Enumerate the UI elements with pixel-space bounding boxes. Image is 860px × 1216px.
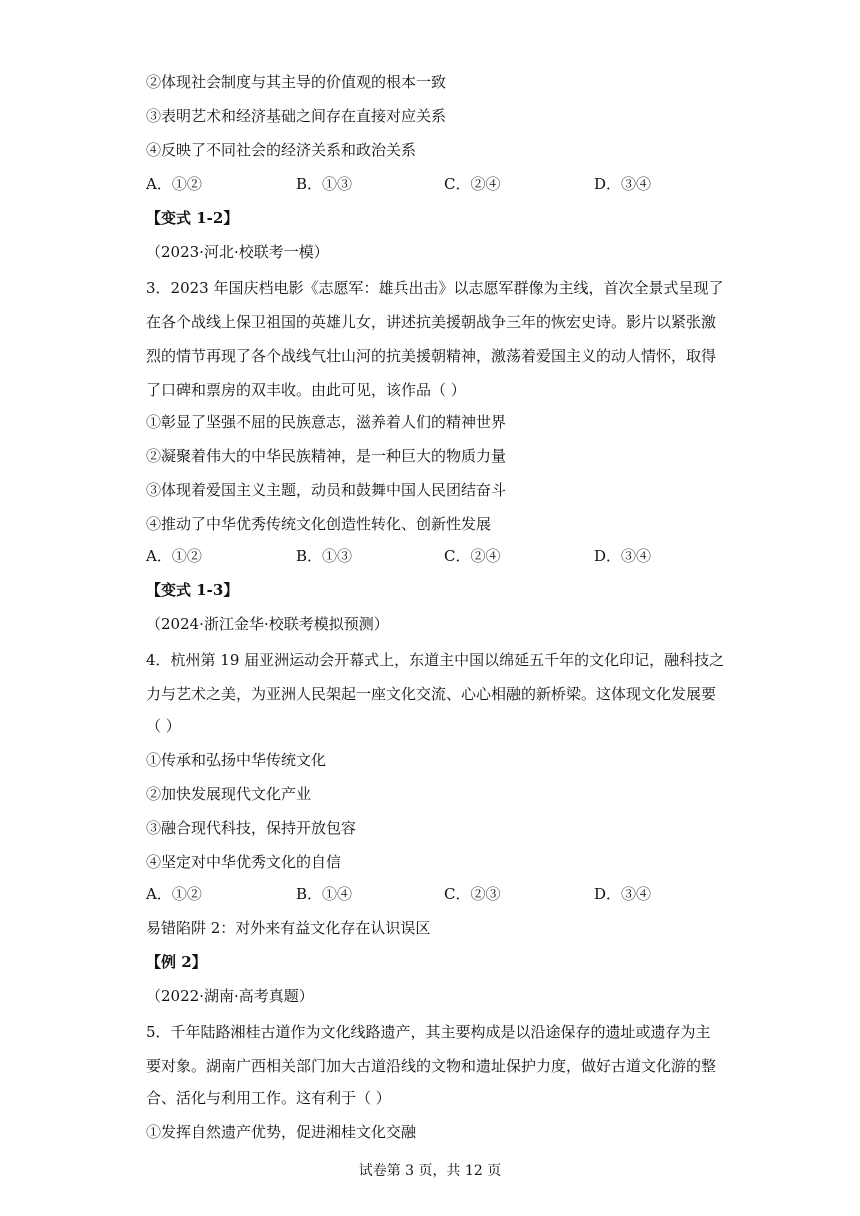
q3-text-line-2: 在各个战线上保卫祖国的英雄儿女，讲述抗美援朝战争三年的恢宏史诗。影片以紧张激	[146, 313, 717, 331]
q2-item-2: ②体现社会制度与其主导的价值观的根本一致	[146, 73, 447, 91]
variant-1-3-label: 【变式 1-3】	[146, 581, 239, 599]
q3-item-1: ①彰显了坚强不屈的民族意志，滋养着人们的精神世界	[146, 413, 507, 431]
q3-item-4: ④推动了中华优秀传统文化创造性转化、创新性发展	[146, 515, 492, 533]
q4-option-c: C．②③	[444, 885, 501, 903]
q3-item-3: ③体现着爱国主义主题，动员和鼓舞中国人民团结奋斗	[146, 481, 507, 499]
page-footer: 试卷第 3 页，共 12 页	[358, 1163, 502, 1179]
q2-option-a: A．①②	[146, 175, 202, 193]
example-2-label: 【例 2】	[146, 953, 207, 971]
q4-option-a: A．①②	[146, 885, 202, 903]
q4-text-line-2: 力与艺术之美，为亚洲人民架起一座文化交流、心心相融的新桥梁。这体现文化发展要	[146, 685, 717, 703]
q3-option-c: C．②④	[444, 547, 501, 565]
q4-text-line-3: （ ）	[146, 717, 181, 735]
q4-item-4: ④坚定对中华优秀文化的自信	[146, 853, 342, 871]
variant-1-2-label: 【变式 1-2】	[146, 209, 239, 227]
q3-item-2: ②凝聚着伟大的中华民族精神，是一种巨大的物质力量	[146, 447, 507, 465]
variant-1-3-source: （2024·浙江金华·校联考模拟预测）	[146, 615, 389, 633]
q5-text-line-1: 5．千年陆路湘桂古道作为文化线路遗产，其主要构成是以沿途保存的遗址或遗存为主	[146, 1023, 711, 1041]
q2-option-d: D．③④	[594, 175, 652, 193]
trap-2-heading: 易错陷阱 2：对外来有益文化存在认识误区	[146, 919, 431, 937]
q5-text-line-2: 要对象。湖南广西相关部门加大古道沿线的文物和遗址保护力度，做好古道文化游的整	[146, 1057, 717, 1075]
q2-item-4: ④反映了不同社会的经济关系和政治关系	[146, 141, 417, 159]
q4-item-2: ②加快发展现代文化产业	[146, 785, 312, 803]
q5-item-1: ①发挥自然遗产优势，促进湘桂文化交融	[146, 1123, 417, 1141]
q4-item-3: ③融合现代科技，保持开放包容	[146, 819, 357, 837]
q4-text-line-1: 4．杭州第 19 届亚洲运动会开幕式上，东道主中国以绵延五千年的文化印记，融科技之	[146, 651, 725, 669]
variant-1-2-source: （2023·河北·校联考一模）	[146, 243, 329, 261]
q4-option-d: D．③④	[594, 885, 652, 903]
q2-item-3: ③表明艺术和经济基础之间存在直接对应关系	[146, 107, 447, 125]
q3-option-d: D．③④	[594, 547, 652, 565]
q3-option-b: B．①③	[296, 547, 353, 565]
q4-item-1: ①传承和弘扬中华传统文化	[146, 751, 327, 769]
q3-text-line-3: 烈的情节再现了各个战线气壮山河的抗美援朝精神，激荡着爱国主义的动人情怀，取得	[146, 347, 717, 365]
q3-text-line-1: 3．2023 年国庆档电影《志愿军：雄兵出击》以志愿军群像为主线，首次全景式呈现了	[146, 279, 724, 297]
q3-text-line-4: 了口碑和票房的双丰收。由此可见，该作品（ ）	[146, 381, 466, 399]
q3-option-a: A．①②	[146, 547, 202, 565]
example-2-source: （2022·湖南·高考真题）	[146, 987, 314, 1005]
q5-text-line-3: 合、活化与利用工作。这有利于（ ）	[146, 1089, 391, 1107]
q2-option-b: B．①③	[296, 175, 353, 193]
q2-option-c: C．②④	[444, 175, 501, 193]
q4-option-b: B．①④	[296, 885, 353, 903]
